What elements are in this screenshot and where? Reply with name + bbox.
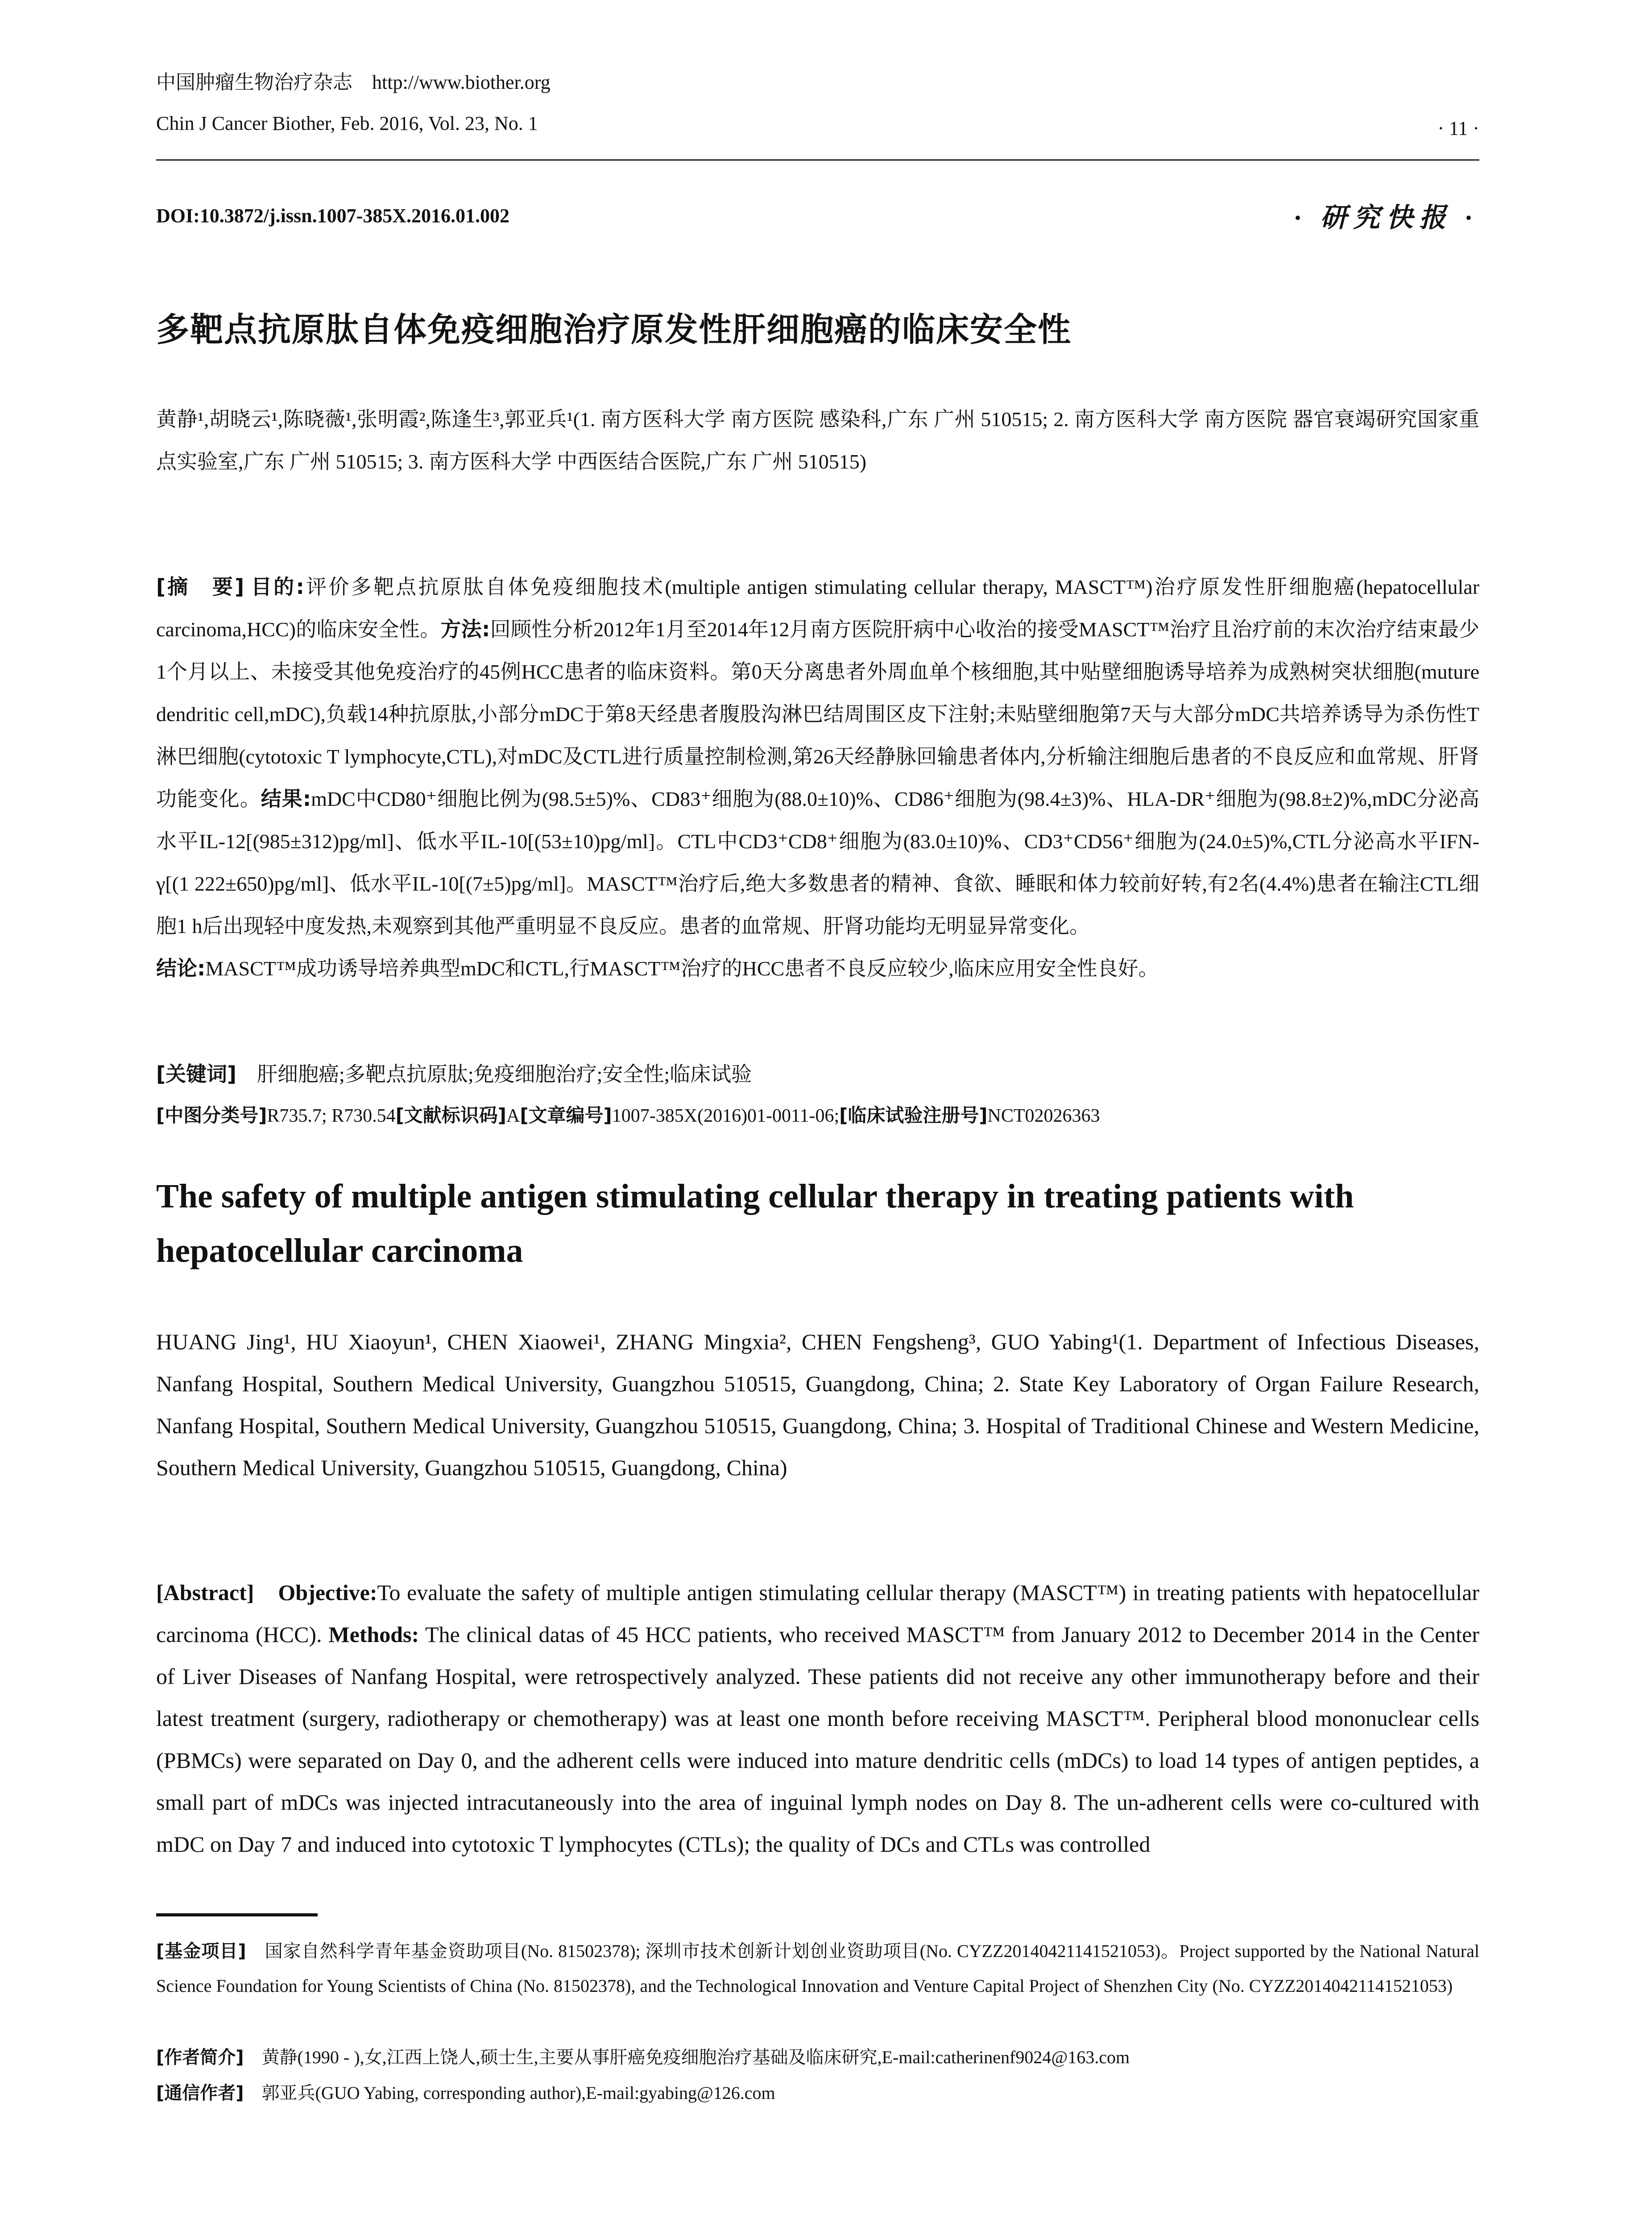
journal-header-en: Chin J Cancer Biother, Feb. 2016, Vol. 23, No. 1 <box>156 112 538 134</box>
cn-title: 多靶点抗原肽自体免疫细胞治疗原发性肝细胞癌的临床安全性 <box>156 311 1072 349</box>
doi: DOI:10.3872/j.issn.1007-385X.2016.01.002 <box>156 205 510 227</box>
classification <box>156 1094 1479 1137</box>
en-objective-text: To evaluate the safety of multiple antigen stimulating cellular therapy (MASCT™) in treating patients with hepatocellular carcinoma (HCC). <box>156 1580 1480 1647</box>
keywords-text: 肝细胞癌;多靶点抗原肽;免疫细胞治疗;安全性;临床试验 <box>257 1063 752 1086</box>
footnote-rule <box>156 1913 318 1916</box>
corr-text: 郭亚兵(GUO Yabing, corresponding author),E-mail:gyabing@126.com <box>261 2083 775 2103</box>
fund-text: 国家自然科学青年基金资助项目(No. 81502378); 深圳市技术创新计划创业资助项目(No. CYZZ20140421141521053)。Project supported by the National Natural Science Foundation for Young Scientists of China (No. 81502378), and the Technological Innovation and Venture Capital Project of Shenzhen City (No. CYZZ20140421141521053) <box>156 1941 1479 1996</box>
abstract-label: [摘 要] <box>156 575 244 599</box>
en-authors: HUANG Jing¹, HU Xiaoyun¹, CHEN Xiaowei¹, ZHANG Mingxia², CHEN Fengsheng³, GUO Yabing¹(1. Department of Infectious Diseases, Nanfang Hospital, Southern Medical University, Guangzhou 510515, Guangdong, China; 2. State Key Laboratory of Organ Failure Research, Nanfang Hospital, Southern Medical University, Guangzhou 510515, Guangdong, China; 3. Hospital of Traditional Chinese and Western Medicine, Southern Medical University, Guangzhou 510515, Guangdong, China) <box>156 1329 1479 1480</box>
cn-authors: 黄静¹,胡晓云¹,陈晓薇¹,张明霞²,陈逢生³,郭亚兵¹(1. 南方医科大学 南方医院 感染科,广东 广州 510515; 2. 南方医科大学 南方医院 器官衰竭研究国家重点实验室,广东 广州 510515; 3. 南方医科大学 中西医结合医院,广东 广州 510515) <box>156 408 1479 473</box>
footnote-author <box>156 2040 1479 2075</box>
corr-label: [通信作者] <box>156 2083 244 2103</box>
objective-text: 评价多靶点抗原肽自体免疫细胞技术(multiple antigen stimulating cellular therapy, MASCT™)治疗原发性肝细胞癌(hepatocellular carcinoma,HCC)的临床安全性。 <box>156 576 1480 641</box>
page-number: · 11 · <box>1437 117 1479 139</box>
en-methods-label: Methods: <box>328 1622 419 1647</box>
doc-code-label: [文献标识码] <box>395 1104 507 1126</box>
en-abstract-label: [Abstract] <box>156 1580 254 1605</box>
journal-header-cn: 中国肿瘤生物治疗杂志 http://www.biother.org <box>156 71 551 93</box>
footnote-fund <box>156 1934 1479 2003</box>
author-text: 黄静(1990 - ),女,江西上饶人,硕士生,主要从事肝癌免疫细胞治疗基础及临床研究,E-mail:catherinenf9024@163.com <box>261 2047 1130 2067</box>
keywords <box>156 1053 1479 1095</box>
methods-label: 方法: <box>440 617 490 641</box>
results-text: mDC中CD80⁺细胞比例为(98.5±5)%、CD83⁺细胞为(88.0±10)%、CD86⁺细胞为(98.4±3)%、HLA-DR⁺细胞为(98.8±2)%,mDC分泌高水平IL-12[(985±312)pg/ml]、低水平IL-10[(53±10)pg/ml]。CTL中CD3⁺CD8⁺细胞为(83.0±10)%、CD3⁺CD56⁺细胞为(24.0±5)%,CTL分泌高水平IFN-γ[(1 222±650)pg/ml]、低水平IL-10[(7±5)pg/ml]。MASCT™治疗后,绝大多数患者的精神、食欲、睡眠和体力较前好转,有2名(4.4%)患者在输注CTL细胞1 h后出现轻中度发热,未观察到其他严重明显不良反应。患者的血常规、肝肾功能均无明显异常变化。 <box>156 788 1479 937</box>
en-abstract <box>156 1572 1479 1865</box>
en-objective-label: Objective: <box>278 1580 377 1605</box>
en-methods-text: The clinical datas of 45 HCC patients, who received MASCT™ from January 2012 to December 2014 in the Center of Liver Diseases of Nanfang Hospital, were retrospectively analyzed. These patients did not receive any other immunotherapy before and their latest treatment (surgery, radiotherapy or chemotherapy) was at least one month before receiving MASCT™. Peripheral blood mononuclear cells (PBMCs) were separated on Day 0, and the adherent cells were induced into mature dendritic cells (mDCs) to load 14 types of antigen peptides, a small part of mDCs was injected intracutaneously into the area of inguinal lymph nodes on Day 8. The un-adherent cells were co-cultured with mDC on Day 7 and induced into cytotoxic T lymphocytes (CTLs); the quality of DCs and CTLs was controlled <box>156 1622 1479 1857</box>
column-label: · 研究快报 · <box>1294 203 1478 232</box>
header-rule <box>156 159 1479 161</box>
fund-label: [基金项目] <box>156 1941 246 1961</box>
trial-value: NCT02026363 <box>987 1106 1100 1126</box>
conclusion-text: MASCT™成功诱导培养典型mDC和CTL,行MASCT™治疗的HCC患者不良反应较少,临床应用安全性良好。 <box>205 957 1159 980</box>
en-title: The safety of multiple antigen stimulating cellular therapy in treating patients with hepatocellular carcinoma <box>156 1178 1354 1269</box>
keywords-label: [关键词] <box>156 1062 237 1086</box>
footnote-correspondence <box>156 2076 1479 2111</box>
trial-label: [临床试验注册号] <box>839 1104 988 1126</box>
article-no-label: [文章编号] <box>520 1104 612 1126</box>
results-label: 结果: <box>261 787 311 811</box>
clc-value: R735.7; R730.54 <box>267 1106 396 1126</box>
doc-code-value: A <box>506 1106 520 1126</box>
methods-text: 回顾性分析2012年1月至2014年12月南方医院肝病中心收治的接受MASCT™治疗且治疗前的末次治疗结束最少1个月以上、未接受其他免疫治疗的45例HCC患者的临床资料。第0天分离患者外周血单个核细胞,其中贴壁细胞诱导培养为成熟树突状细胞(muture dendritic cell,mDC),负载14种抗原肽,小部分mDC于第8天经患者腹股沟淋巴结周围区皮下注射;未贴壁细胞第7天与大部分mDC共培养诱导为杀伤性T淋巴细胞(cytotoxic T lymphocyte,CTL),对mDC及CTL进行质量控制检测,第26天经静脉回输患者体内,分析输注细胞后患者的不良反应和血常规、肝肾功能变化。 <box>156 618 1479 810</box>
cn-abstract <box>156 566 1479 990</box>
clc-label: [中图分类号] <box>156 1104 267 1126</box>
author-label: [作者简介] <box>156 2047 244 2068</box>
article-no-value: 1007-385X(2016)01-0011-06; <box>612 1106 840 1126</box>
conclusion-label: 结论: <box>156 956 206 980</box>
objective-label: 目的: <box>251 575 304 599</box>
